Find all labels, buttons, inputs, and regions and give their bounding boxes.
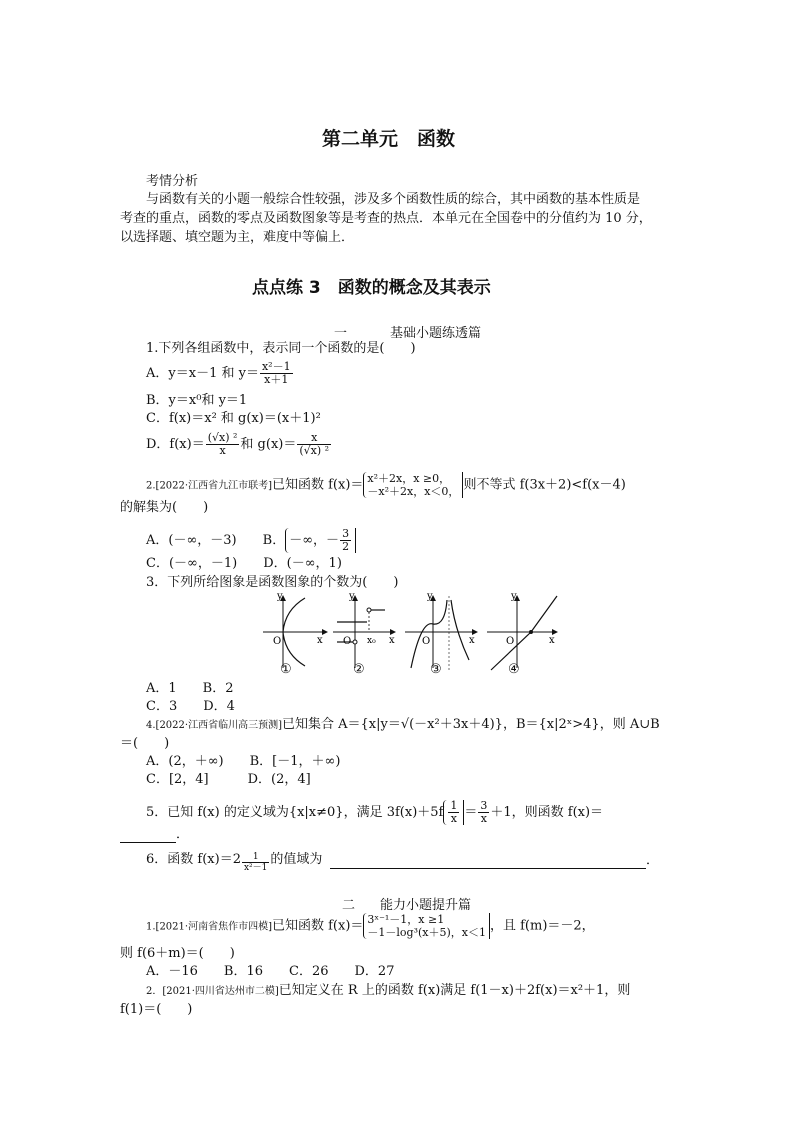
q4-options-cd: C．[2，4] D．(2，4] (146, 772, 311, 787)
graph-4 (487, 591, 557, 670)
section-1-title: 基础小题练透篇 (390, 326, 482, 341)
q3-options-cd: C．3 D．4 (146, 699, 235, 714)
p2-stem: 2．[2021·四川省达州市二模]已知定义在 R 上的函数 f(x)满足 f(1－x)＋2f(x)＝x²＋1，则 (146, 983, 631, 998)
q2-options-ab: A．(－∞，－3) B． －∞，－ $\frac{3}{2}$ (146, 528, 356, 553)
p1-stem: 1.[2021·河南省焦作市四模]已知函数 f(x)＝ 3ˣ⁻¹－1，x ≥1 －1－log³(x＋5)，x＜1 ，且 f(m)＝－2， (146, 913, 595, 939)
svg-text:y: y (349, 591, 355, 602)
q2-options-cd: C．(－∞，－1) D．(－∞，1) (146, 556, 342, 571)
graph-label-3: ③ (430, 662, 442, 677)
p1-options: A．－16 B．16 C．26 D．27 (146, 964, 395, 979)
graph-3 (405, 591, 477, 670)
analysis-label: 考情分析 (146, 174, 199, 189)
graph-2 (333, 591, 395, 668)
graph-1 (263, 591, 327, 668)
section-2-title: 能力小题提升篇 (380, 898, 472, 913)
analysis-line-3: 以选择题、填空题为主，难度中等偏上． (120, 230, 355, 245)
q2-line-2: 的解集为( ) (120, 500, 209, 515)
graph-label-2: ② (353, 662, 365, 677)
svg-text:x: x (389, 635, 395, 646)
svg-text:O: O (273, 636, 282, 647)
section-2-number: 二 (342, 898, 356, 913)
svg-text:x₀: x₀ (367, 636, 376, 646)
q1-option-d: D．f(x)＝ $\frac{\text{(√x) ²}}{x}$ 和 g(x)＝ $\frac{x}{\text{(√x) ²}}$ (146, 431, 330, 457)
q4-options-ab: A．(2，＋∞) B．[－1，＋∞) (146, 754, 341, 769)
svg-text:x: x (469, 635, 475, 646)
q5-answer-blank[interactable]: ． (120, 826, 189, 843)
svg-text:y: y (277, 591, 283, 602)
q1-option-b: B．y＝x⁰和 y＝1 (146, 393, 248, 408)
graph-label-4: ④ (508, 662, 520, 677)
svg-text:x: x (549, 635, 555, 646)
q2-stem: 2.[2022·江西省九江市联考]已知函数 f(x)＝ x²＋2x，x ≥0， －x²＋2x，x＜0， 则不等式 f(3x＋2)<f(x－4) (146, 472, 626, 498)
svg-text:y: y (511, 591, 517, 602)
graph-label-1: ① (280, 662, 292, 677)
svg-text:O: O (343, 636, 352, 647)
q3-options-ab: A．1 B．2 (146, 681, 234, 696)
q3-stem: 3．下列所给图象是函数图象的个数为( ) (146, 575, 399, 590)
svg-text:O: O (506, 636, 515, 647)
p2-line-2: f(1)＝( ) (120, 1002, 193, 1017)
lesson-title: 点点练 3 函数的概念及其表示 (252, 278, 491, 298)
q4-stem: 4.[2022·江西省临川高三预测]已知集合 A＝{x|y＝√(－x²＋3x＋4)}，B＝{x|2ˣ>4}，则 A∪B (146, 717, 660, 732)
q1-option-a: A．y＝x－1 和 y＝ $\frac{\text{x²－1}}{x+1}$ (146, 360, 291, 386)
unit-title: 第二单元 函数 (322, 128, 456, 150)
q6-stem: 6．函数 f(x)＝2 $\frac{1}{\text{x²－1}}$ 的值域为 (146, 852, 323, 873)
analysis-line-1: 与函数有关的小题一般综合性较强，涉及多个函数性质的综合，其中函数的基本性质是 (146, 192, 641, 207)
svg-text:x: x (317, 635, 323, 646)
p1-line-2: 则 f(6＋m)＝( ) (120, 946, 235, 961)
q4-line-2: ＝( ) (120, 736, 170, 751)
section-1-number: 一 (334, 326, 348, 341)
q1-stem: 1.下列各组函数中，表示同一个函数的是( ) (146, 341, 416, 356)
analysis-line-2: 考查的重点，函数的零点及函数图象等是考查的热点．本单元在全国卷中的分值约为 10 分， (120, 211, 652, 226)
q5-stem: 5．已知 f(x) 的定义域为{x|x≠0}，满足 3f(x)＋5f $\frac{1}{x}$ ＝ $\frac{3}{x}$ ＋1，则函数 f(x)＝ (146, 799, 604, 825)
svg-text:O: O (422, 636, 431, 647)
svg-text:y: y (427, 591, 433, 602)
q1-option-c: C．f(x)＝x² 和 g(x)＝(x＋1)² (146, 411, 321, 426)
q6-answer-blank[interactable]: ． (330, 852, 659, 869)
